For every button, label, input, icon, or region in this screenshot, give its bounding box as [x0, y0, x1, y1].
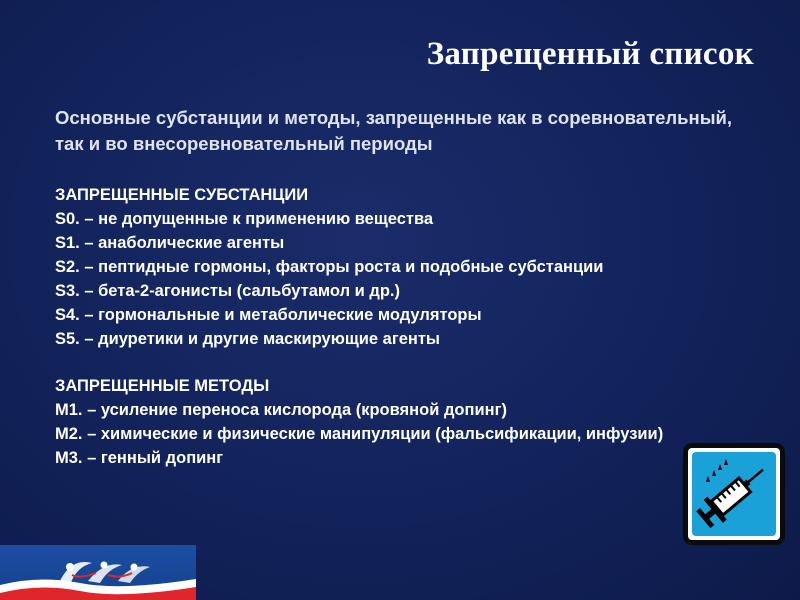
method-item-m2: M2. – химические и физические манипуляции (фальсификации, инфузии) — [55, 425, 664, 443]
sports-logo — [0, 545, 196, 600]
substance-item-s0: S0. – не допущенные к применению вещества — [55, 210, 434, 228]
syringe-sign-background — [692, 452, 776, 536]
sports-logo-icon — [0, 545, 196, 600]
syringe-sign — [683, 443, 785, 545]
prohibited-methods-heading: ЗАПРЕЩЕННЫЕ МЕТОДЫ — [55, 377, 270, 395]
substance-item-s3: S3. – бета-2-агонисты (сальбутамол и др.) — [55, 282, 401, 300]
intro-text: Основные субстанции и методы, запрещенные как в соревновательный, так и во внесоревновательный периоды — [55, 107, 733, 154]
prohibited-methods-list — [55, 398, 735, 470]
substance-item-s2: S2. – пептидные гормоны, факторы роста и подобные субстанции — [55, 258, 604, 276]
method-item-m1: M1. – усиление переноса кислорода (кровяной допинг) — [55, 401, 507, 419]
substance-item-s5: S5. – диуретики и другие маскирующие агенты — [55, 330, 441, 348]
method-item-m3: M3. – генный допинг — [55, 449, 224, 467]
prohibited-methods-section — [55, 374, 735, 470]
syringe-icon — [692, 452, 776, 536]
prohibited-substances-heading: ЗАПРЕЩЕННЫЕ СУБСТАНЦИИ — [55, 186, 309, 204]
slide-title: Запрещенный список — [426, 36, 754, 72]
prohibited-substances-section — [55, 183, 735, 351]
prohibited-substances-list — [55, 207, 735, 351]
substance-item-s4: S4. – гормональные и метаболические модуляторы — [55, 306, 482, 324]
substance-item-s1: S1. – анаболические агенты — [55, 234, 285, 252]
